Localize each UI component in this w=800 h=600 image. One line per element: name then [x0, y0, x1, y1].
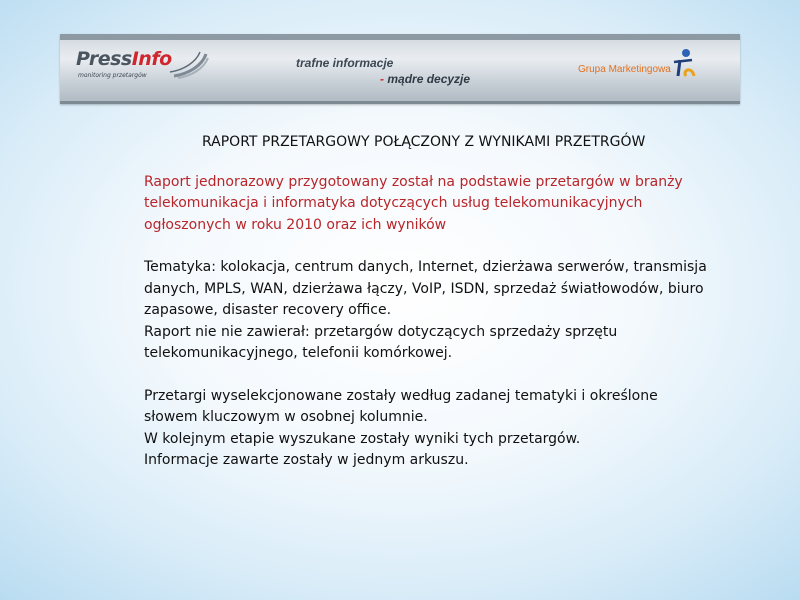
logo-tagline: monitoring przetargów	[78, 72, 147, 79]
method-line: Informacje zawarte zostały w jednym arkuszu.	[144, 452, 469, 468]
scope-line: telekomunikacyjnego, telefonii komórkowej.	[144, 345, 453, 361]
method-line: W kolejnym etapie wyszukane zostały wyniki tych przetargów.	[144, 430, 581, 447]
slogan-dash: -	[380, 72, 388, 86]
pressinfo-logo[interactable]	[76, 48, 206, 94]
slogan-line-2	[380, 72, 470, 86]
scope-line: danych, MPLS, WAN, dzierżawa łączy, VoIP, ISDN, sprzedaż światłowodów, biuro	[144, 280, 704, 297]
intro-line: Raport jednorazowy przygotowany został na podstawie przetargów w branży	[144, 173, 683, 190]
intro-line: ogłoszonych w roku 2010 oraz ich wyników	[144, 216, 447, 233]
header-banner	[60, 34, 740, 104]
method-line: słowem kluczowym w osobnej kolumnie.	[144, 409, 428, 425]
scope-line: zapasowe, disaster recovery office.	[144, 302, 392, 318]
scope-line: Tematyka: kolokacja, centrum danych, Internet, dzierżawa serwerów, transmisja	[144, 259, 707, 275]
document-body	[144, 132, 744, 493]
report-intro	[144, 172, 744, 237]
report-scope	[144, 257, 744, 365]
report-title: RAPORT PRZETARGOWY POŁĄCZONY Z WYNIKAMI PRZETRGÓW	[202, 134, 646, 150]
ta-logo-icon	[670, 48, 696, 78]
slogan-line-2-text: mądre decyzje	[387, 72, 471, 86]
method-line: Przetargi wyselekcjonowane zostały według zadanej tematyki i określone	[144, 387, 658, 404]
scope-line: Raport nie nie zawierał: przetargów dotyczących sprzedaży sprzętu	[144, 323, 618, 340]
report-method	[144, 386, 744, 472]
intro-line: telekomunikacja i informatyka dotyczących usług telekomunikacyjnych	[144, 195, 643, 211]
logo-wordmark-press: Press	[76, 48, 132, 70]
logo-wordmark-info: Info	[131, 48, 172, 70]
banner-top-strip	[60, 34, 740, 40]
banner-bottom-strip	[60, 101, 740, 104]
group-label: Grupa Marketingowa	[578, 64, 671, 75]
logo-swoosh-icon	[164, 50, 210, 80]
logo-wordmark	[76, 48, 172, 70]
slogan-line-1: trafne informacje	[296, 56, 394, 70]
